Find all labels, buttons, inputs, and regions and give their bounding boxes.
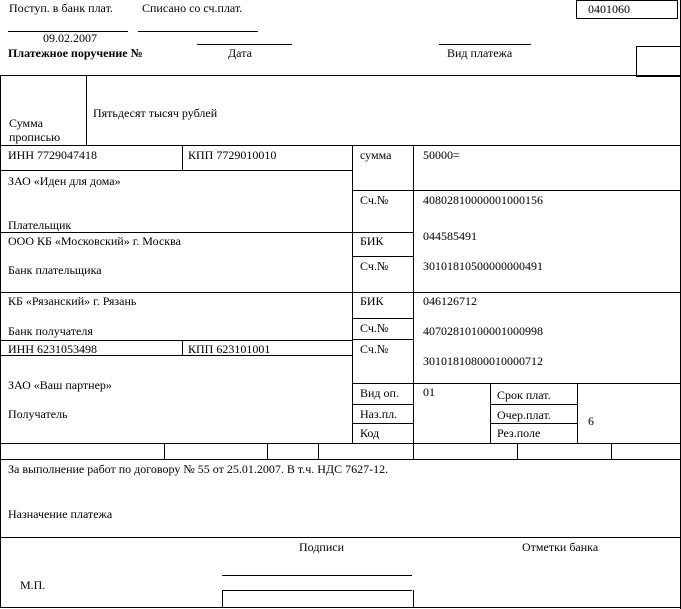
payer-account-label: Сч.№ — [360, 193, 389, 207]
sum-label: сумма — [360, 148, 392, 162]
receiver-inn: ИНН 6231053498 — [8, 342, 97, 356]
stamp-label: М.П. — [20, 578, 46, 592]
amount-in-words-value: Пятьдесят тысяч рублей — [93, 106, 218, 120]
code-label: Код — [360, 426, 380, 440]
receiver-account-value: 30101810800010000712 — [423, 354, 543, 368]
priority-value: 6 — [588, 414, 594, 428]
payment-type-label: Вид платежа — [447, 46, 513, 60]
receiver-account-label: Сч.№ — [360, 342, 389, 356]
priority-label: Очер.плат. — [497, 408, 551, 422]
reserve-label: Рез.поле — [497, 426, 541, 440]
payer-label: Плательщик — [8, 218, 72, 232]
payer-inn: ИНН 7729047418 — [8, 148, 97, 162]
payer-bank-name: ООО КБ «Московский» г. Москва — [8, 234, 181, 248]
op-type-value: 01 — [423, 385, 435, 399]
payer-corr-account-label: Сч.№ — [360, 259, 389, 273]
receiver-corr-account-value: 40702810100001000998 — [423, 324, 543, 338]
amount-in-words-label-1: Сумма — [9, 116, 43, 130]
debited-label: Списано со сч.плат. — [142, 1, 243, 15]
payer-bik-label: БИК — [360, 234, 384, 248]
receiver-bank-name: КБ «Рязанский» г. Рязань — [8, 294, 137, 308]
amount-in-words-label-2: прописью — [9, 130, 61, 144]
debited-line — [138, 31, 258, 32]
form-code: 0401060 — [588, 2, 630, 16]
receiver-label: Получатель — [8, 407, 68, 421]
receiver-name: ЗАО «Ваш партнер» — [8, 378, 112, 392]
received-in-bank-label: Поступ. в банк плат. — [9, 1, 113, 15]
op-type-label: Вид оп. — [360, 386, 399, 400]
received-line — [8, 31, 128, 32]
receiver-bik-label: БИК — [360, 294, 384, 308]
payer-kpp: КПП 7729010010 — [188, 148, 277, 162]
status-box — [636, 46, 681, 77]
sum-value: 50000= — [423, 148, 460, 162]
purpose-label: Назначение платежа — [8, 507, 113, 521]
bank-marks-label: Отметки банка — [522, 540, 599, 554]
purpose-code-label: Наз.пл. — [360, 407, 398, 421]
signature-line-2 — [222, 590, 412, 591]
receiver-corr-account-label: Сч.№ — [360, 321, 389, 335]
receiver-bank-label: Банк получателя — [8, 324, 93, 338]
payer-account-value: 40802810000001000156 — [423, 193, 543, 207]
date-label: Дата — [228, 46, 252, 60]
signatures-label: Подписи — [299, 540, 345, 554]
payer-bank-label: Банк плательщика — [8, 263, 102, 277]
date-line — [197, 44, 292, 45]
receiver-kpp: КПП 623101001 — [188, 342, 271, 356]
purpose-text: За выполнение работ по договору № 55 от 25.01.2007. В т.ч. НДС 7627-12. — [8, 462, 389, 476]
page-title: Платежное поручение № — [8, 46, 143, 60]
payment-type-line — [439, 44, 531, 45]
payer-bik-value: 044585491 — [423, 229, 477, 243]
payer-corr-account-value: 30101810500000000491 — [423, 259, 543, 273]
date-value: 09.02.2007 — [43, 31, 97, 45]
receiver-bik-value: 046126712 — [423, 294, 477, 308]
signature-line-1 — [222, 575, 412, 576]
term-label: Срок плат. — [497, 388, 551, 402]
payer-name: ЗАО «Иден для дома» — [8, 174, 121, 188]
